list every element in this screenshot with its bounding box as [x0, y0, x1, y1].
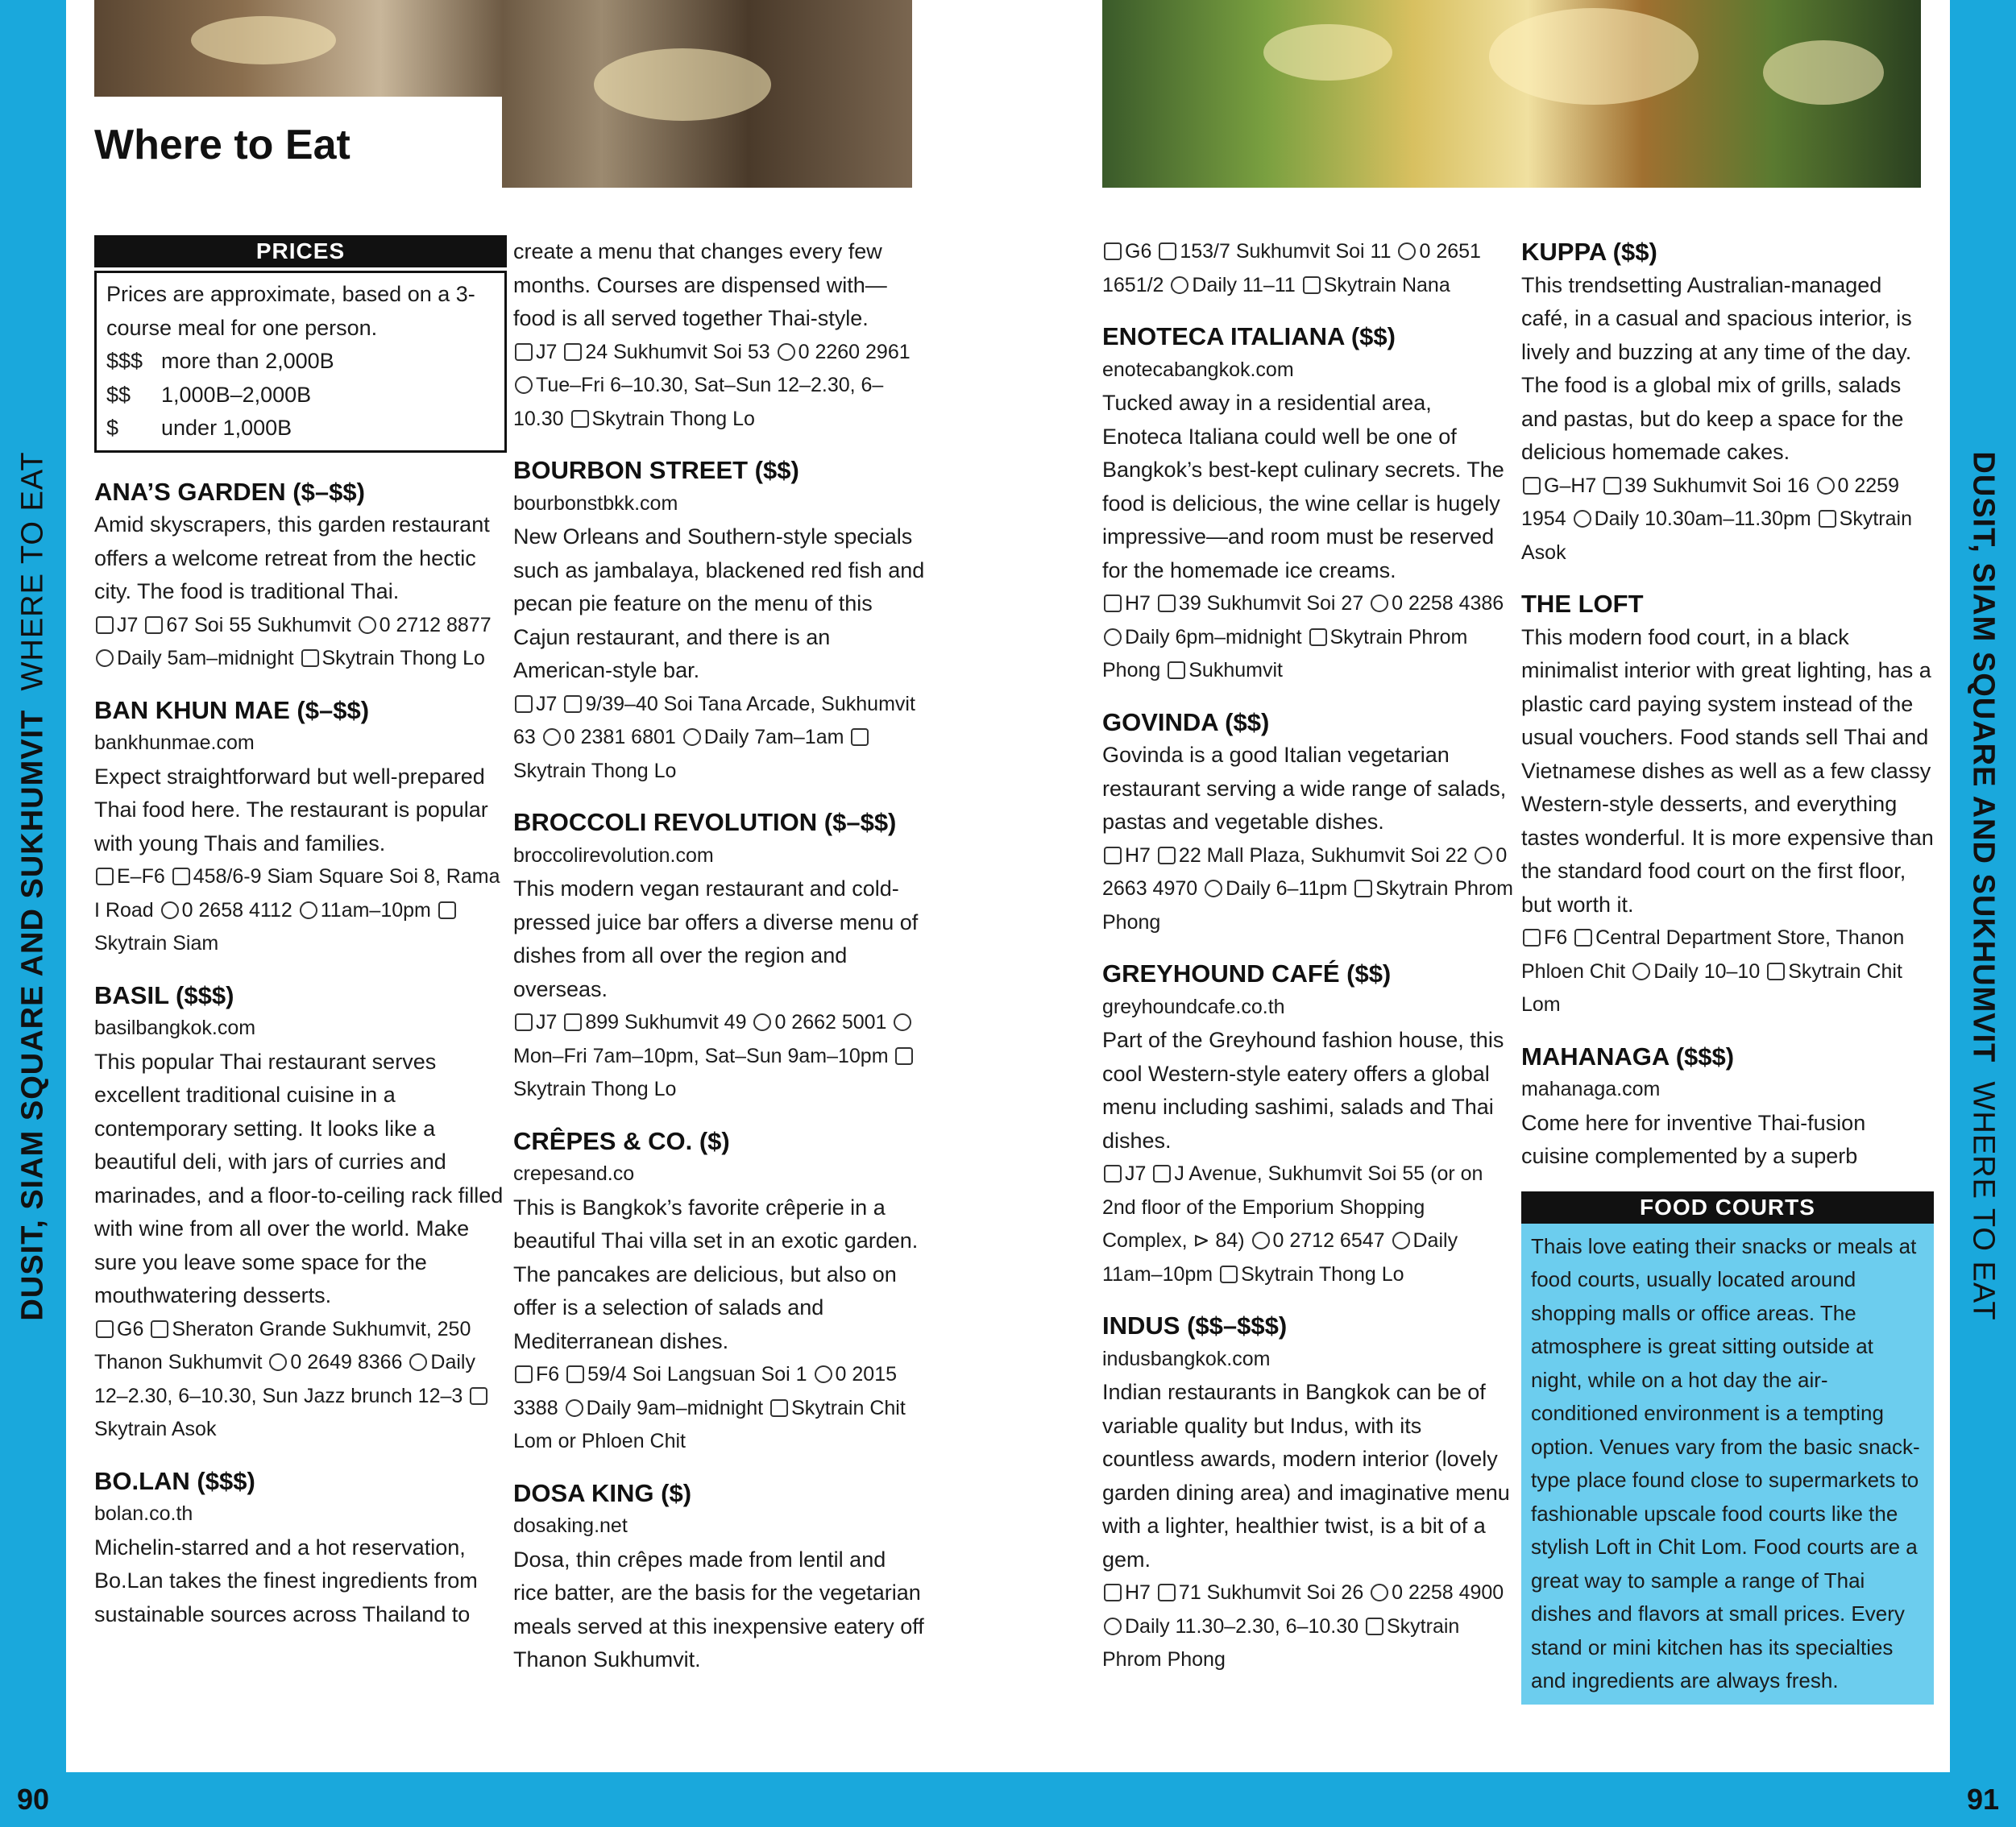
entry-phone: 0 2381 6801: [563, 726, 676, 748]
restaurant-entry: [94, 979, 507, 1447]
map-grid-icon: [1523, 929, 1541, 947]
entry-address: 39 Sukhumvit Soi 27: [1178, 592, 1364, 615]
page-number-left: 90: [0, 1772, 66, 1827]
clock-icon: [1171, 276, 1188, 294]
page-number-right: 91: [1950, 1772, 2016, 1827]
entry-info: [94, 1313, 507, 1447]
entry-phone: 0 2258 4900: [1392, 1581, 1504, 1604]
entry-hours: 11am–10pm: [320, 898, 431, 922]
entry-phone: 0 2260 2961: [798, 340, 911, 363]
continued-entry: [513, 235, 926, 436]
entry-address: 67 Soi 55 Sukhumvit: [166, 613, 351, 636]
phone-icon: [1475, 847, 1492, 864]
price-label: 1,000B–2,000B: [161, 382, 312, 407]
entry-description: Indian restaurants in Bangkok can be of variable quality but Indus, with its countless awards, modern interior (lovely garden dining area) and imaginative menu with a lighter, healthier twist, is a bit of a gem.: [1102, 1380, 1510, 1572]
address-icon: [564, 695, 582, 713]
phone-icon: [1817, 477, 1835, 495]
entry-grid: J7: [1125, 1162, 1147, 1185]
price-symbol: $$$: [106, 349, 143, 373]
entry-address: Sheraton Grande Sukhumvit, 250 Thanon Sukhumvit: [94, 1317, 471, 1373]
restaurant-url[interactable]: basilbangkok.com: [94, 1017, 256, 1039]
clock-icon: [683, 728, 701, 746]
column-4: [1521, 235, 1934, 1705]
bottom-bar: [66, 1772, 1950, 1827]
address-icon: [1574, 929, 1592, 947]
train-icon: [1366, 1618, 1383, 1635]
restaurant-url[interactable]: greyhoundcafe.co.th: [1102, 995, 1285, 1018]
restaurant-entry: [1521, 235, 1934, 570]
entry-hours: Daily 12–2.30, 6–10.30, Sun Jazz brunch 12–3: [94, 1351, 475, 1407]
address-icon: [1158, 594, 1176, 612]
address-icon: [172, 868, 190, 885]
restaurant-entry: [513, 806, 926, 1107]
continued-entry: [1102, 235, 1515, 302]
restaurant-name: KUPPA ($$): [1521, 238, 1657, 266]
restaurant-url[interactable]: indusbangkok.com: [1102, 1347, 1271, 1370]
entry-transit: Skytrain Thong Lo: [513, 1078, 677, 1100]
entry-description: Govinda is a good Italian vegetarian restaurant serving a wide range of salads, pastas and vegetable dishes.: [1102, 743, 1507, 834]
address-icon: [1603, 477, 1621, 495]
map-grid-icon: [1104, 847, 1122, 864]
entry-info: [1521, 470, 1934, 570]
address-icon: [145, 616, 163, 634]
address-icon: [1159, 242, 1176, 260]
restaurant-url[interactable]: bolan.co.th: [94, 1502, 193, 1525]
entry-address: 71 Sukhumvit Soi 26: [1178, 1581, 1364, 1604]
train-icon: [1303, 276, 1321, 294]
entry-hours: Tue–Fri 6–10.30, Sat–Sun 12–2.30, 6–10.30: [513, 374, 884, 430]
entry-description: Dosa, thin crêpes made from lentil and rice batter, are the basis for the vegetarian meals served at this inexpensive eatery off Thanon Sukhumvit.: [513, 1547, 924, 1672]
map-grid-icon: [515, 695, 533, 713]
running-head-topic: WHERE TO EAT: [1966, 1081, 2001, 1321]
clock-icon: [1104, 1618, 1122, 1635]
entry-address: 59/4 Soi Langsuan Soi 1: [587, 1363, 807, 1386]
restaurant-entry: [94, 694, 507, 961]
restaurant-entry: [1102, 1309, 1515, 1677]
entry-address: 458/6-9 Siam Square Soi 8, Rama I Road: [94, 865, 500, 922]
restaurant-entry: [1102, 957, 1515, 1291]
restaurant-url[interactable]: broccolirevolution.com: [513, 843, 714, 867]
entry-info: [513, 336, 926, 437]
page-title: Where to Eat: [94, 122, 351, 168]
entry-transit: Skytrain Phrom Phong: [1102, 1614, 1460, 1671]
restaurant-name: BO.LAN ($$$): [94, 1466, 255, 1495]
address-icon: [564, 343, 582, 361]
phone-icon: [161, 901, 179, 919]
restaurant-name: CRÊPES & CO. ($): [513, 1126, 730, 1155]
entry-transit: Skytrain Thong Lo: [321, 647, 485, 669]
train-icon: [1767, 963, 1785, 980]
entry-address: 153/7 Sukhumvit Soi 11: [1180, 240, 1392, 263]
entry-info: [1102, 839, 1515, 940]
phone-icon: [1371, 1584, 1388, 1601]
clock-icon: [515, 376, 533, 394]
entry-info: [513, 1006, 926, 1107]
phone-icon: [815, 1365, 832, 1383]
entry-transit: Skytrain Thong Lo: [513, 759, 677, 782]
entry-hours: Mon–Fri 7am–10pm, Sat–Sun 9am–10pm: [513, 1044, 889, 1067]
entry-transit: Skytrain Chit Lom or Phloen Chit: [513, 1396, 906, 1452]
clock-icon: [894, 1013, 911, 1031]
restaurant-url[interactable]: bankhunmae.com: [94, 731, 255, 754]
train-icon: [438, 901, 456, 919]
column-2: [513, 235, 926, 1695]
entry-transit2: Sukhumvit: [1188, 659, 1283, 682]
entry-phone: 0 2651 1651/2: [1102, 240, 1481, 296]
column-3: [1102, 235, 1515, 1695]
train-icon: [1819, 510, 1836, 528]
entry-description: Michelin-starred and a hot reservation, Bo.Lan takes the finest ingredients from sustainable sources across Thailand to: [94, 1535, 478, 1626]
train-icon: [301, 649, 319, 667]
phone-icon: [543, 728, 561, 746]
running-head-right: [1966, 451, 2001, 1320]
entry-transit: Skytrain Nana: [1323, 273, 1450, 296]
entry-transit: Skytrain Chit Lom: [1521, 959, 1902, 1016]
entry-description: Expect straightforward but well-prepared Thai food here. The restaurant is popular with young Thais and families.: [94, 764, 488, 856]
address-icon: [151, 1320, 168, 1338]
map-grid-icon: [96, 616, 114, 634]
entry-grid: G6: [1125, 240, 1152, 263]
entry-phone: 0 2649 8366: [290, 1351, 403, 1373]
restaurant-entry: [513, 454, 926, 788]
restaurant-entry: [1102, 320, 1515, 688]
entry-address: Central Department Store, Thanon Phloen Chit: [1521, 926, 1905, 983]
entry-info: [513, 688, 926, 789]
restaurant-name: BROCCOLI REVOLUTION ($–$$): [513, 808, 897, 836]
entry-info: [1102, 235, 1515, 302]
entry-info: [1102, 587, 1515, 688]
entry-grid: H7: [1125, 843, 1151, 867]
map-grid-icon: [1523, 477, 1541, 495]
map-grid-icon: [1104, 242, 1122, 260]
entry-grid: F6: [1544, 926, 1568, 949]
train-icon: [851, 728, 869, 746]
clock-icon: [96, 649, 114, 667]
restaurant-name: GOVINDA ($$): [1102, 707, 1270, 736]
prices-body: [94, 271, 507, 453]
train-icon: [470, 1387, 487, 1405]
entry-description: Come here for inventive Thai-fusion cuisine complemented by a superb: [1521, 1110, 1866, 1168]
entry-grid: H7: [1125, 592, 1151, 615]
map-grid-icon: [96, 1320, 114, 1338]
price-row: [106, 345, 495, 379]
entry-hours: Daily 9am–midnight: [586, 1396, 764, 1419]
entry-info: [1521, 922, 1934, 1022]
entry-hours: Daily 10–10: [1653, 959, 1761, 983]
entry-grid: F6: [536, 1363, 560, 1386]
train-icon: [1354, 880, 1372, 897]
price-label: more than 2,000B: [161, 349, 334, 373]
restaurant-name: INDUS ($$–$$$): [1102, 1311, 1288, 1340]
entry-info: [94, 609, 507, 676]
phone-icon: [753, 1013, 771, 1031]
entry-transit: Skytrain Siam: [94, 932, 219, 955]
map-grid-icon: [515, 343, 533, 361]
food-courts-heading: FOOD COURTS: [1521, 1191, 1934, 1224]
restaurant-name: DOSA KING ($): [513, 1478, 692, 1507]
entry-transit: Skytrain Phrom Phong: [1102, 877, 1513, 934]
address-icon: [566, 1365, 584, 1383]
running-head-topic: WHERE TO EAT: [15, 451, 50, 691]
phone-icon: [359, 616, 376, 634]
address-icon: [1153, 1165, 1171, 1183]
restaurant-url[interactable]: dosaking.net: [513, 1514, 628, 1537]
entry-hours: Daily 6–11pm: [1226, 877, 1348, 900]
entry-hours: Daily 11–11: [1192, 273, 1296, 296]
train-icon: [1309, 628, 1327, 646]
entry-transit: Skytrain Asok: [1521, 508, 1912, 564]
restaurant-url[interactable]: enotecabangkok.com: [1102, 358, 1294, 381]
price-label: under 1,000B: [161, 416, 292, 440]
entry-hours: Daily 11am–10pm: [1102, 1229, 1458, 1286]
restaurant-url[interactable]: crepesand.co: [513, 1162, 635, 1185]
entry-description: This modern food court, in a black minimalist interior with great lighting, has a plastic card paying system instead of the usual vouchers. Food stands sell Thai and Vietnamese dishes as well as a few classy Western-style desserts, and everything tastes wonderful. It is more expensive than the standard food court on the first floor, but worth it.: [1521, 624, 1934, 917]
entry-grid: J7: [536, 340, 558, 363]
restaurant-photo-right: [1102, 0, 1921, 188]
map-grid-icon: [515, 1013, 533, 1031]
entry-transit: Skytrain Thong Lo: [1241, 1262, 1404, 1286]
entry-description: Part of the Greyhound fashion house, this cool Western-style eatery offers a global menu including sashimi, salads and Thai dishes.: [1102, 1028, 1504, 1153]
prices-heading: PRICES: [94, 235, 507, 267]
clock-icon: [566, 1399, 583, 1417]
train-icon: [895, 1047, 913, 1065]
running-head-left: [16, 451, 51, 1320]
entry-address: 24 Sukhumvit Soi 53: [585, 340, 770, 363]
entry-phone: 0 2259 1954: [1521, 474, 1899, 530]
entry-description: This popular Thai restaurant serves excellent traditional cuisine in a contemporary setting. It looks like a beautiful deli, with jars of curries and marinades, and a floor-to-ceiling rack filled with wine from all over the world. Make sure you leave some space for the mouthwatering desserts.: [94, 1049, 504, 1307]
entry-hours: Daily 11.30–2.30, 6–10.30: [1125, 1614, 1359, 1638]
restaurant-entry: [1521, 587, 1934, 1022]
restaurant-name: BAN KHUN MAE ($–$$): [94, 695, 370, 724]
entry-address: J Avenue, Sukhumvit Soi 55 (or on 2nd floor of the Emporium Shopping Complex, ⊳ 84): [1102, 1162, 1483, 1252]
prices-intro: Prices are approximate, based on a 3-course meal for one person.: [106, 282, 475, 340]
entry-description: New Orleans and Southern-style specials such as jambalaya, blackened red fish and pecan pie feature on the menu of this Cajun restaurant, and there is an American-style bar.: [513, 524, 925, 682]
entry-phone: 0 2258 4386: [1392, 592, 1504, 615]
map-grid-icon: [1104, 1584, 1122, 1601]
clock-icon: [1205, 880, 1222, 897]
address-icon: [564, 1013, 582, 1031]
restaurant-name: BOURBON STREET ($$): [513, 456, 799, 484]
entry-description: Tucked away in a residential area, Enoteca Italiana could well be one of Bangkok’s best-kept culinary secrets. The food is delicious, the wine cellar is hugely impressive—and room must be reserved for the homemade ice creams.: [1102, 391, 1504, 582]
entry-phone: 0 2662 5001: [774, 1011, 887, 1034]
running-head-section: DUSIT, SIAM SQUARE AND SUKHUMVIT: [15, 709, 50, 1321]
restaurant-entry: [94, 475, 507, 676]
restaurant-name: GREYHOUND CAFÉ ($$): [1102, 959, 1392, 988]
restaurant-url[interactable]: mahanaga.com: [1521, 1078, 1661, 1100]
phone-icon: [269, 1353, 287, 1371]
entry-phone: 0 2015 3388: [513, 1363, 897, 1419]
entry-hours: Daily 6pm–midnight: [1125, 625, 1302, 648]
map-grid-icon: [1104, 1165, 1122, 1183]
prices-box: [94, 235, 507, 453]
entry-info: [1102, 1576, 1515, 1677]
entry-phone: 0 2712 8877: [379, 613, 492, 636]
entry-address: 22 Mall Plaza, Sukhumvit Soi 22: [1178, 843, 1468, 867]
entry-address: 39 Sukhumvit Soi 16: [1624, 474, 1810, 497]
address-icon: [1158, 1584, 1176, 1601]
map-grid-icon: [1104, 594, 1122, 612]
entry-address: 9/39–40 Soi Tana Arcade, Sukhumvit 63: [513, 692, 915, 748]
column-1: [94, 235, 507, 1649]
entry-transit: Skytrain Thong Lo: [591, 407, 755, 430]
entry-phone: 0 2663 4970: [1102, 843, 1508, 900]
entry-grid: J7: [536, 692, 558, 715]
price-row: [106, 379, 495, 412]
train-icon: [1168, 661, 1185, 679]
clock-icon: [1574, 510, 1591, 528]
entry-grid: G–H7: [1544, 474, 1597, 497]
entry-grid: H7: [1125, 1581, 1151, 1604]
restaurant-name: MAHANAGA ($$$): [1521, 1042, 1735, 1071]
train-icon: [1220, 1266, 1238, 1283]
entry-description: This is Bangkok’s favorite crêperie in a beautiful Thai villa set in an exotic garden. The pancakes are delicious, but also on offer is a selection of salads and Mediterranean dishes.: [513, 1195, 919, 1353]
map-grid-icon: [96, 868, 114, 885]
restaurant-name: ENOTECA ITALIANA ($$): [1102, 322, 1396, 350]
train-icon: [571, 410, 589, 428]
phone-icon: [1252, 1232, 1270, 1249]
entry-transit: Skytrain Phrom Phong: [1102, 625, 1468, 682]
clock-icon: [1392, 1232, 1410, 1249]
entry-info: [513, 1358, 926, 1459]
restaurant-url[interactable]: bourbonstbkk.com: [513, 491, 678, 515]
restaurant-entry: [94, 1464, 507, 1632]
entry-info: [1102, 1158, 1515, 1291]
restaurant-name: THE LOFT: [1521, 590, 1644, 618]
clock-icon: [409, 1353, 427, 1371]
train-icon: [770, 1399, 788, 1417]
map-grid-icon: [515, 1365, 533, 1383]
entry-phone: 0 2658 4112: [181, 898, 292, 922]
food-courts-box: [1521, 1191, 1934, 1705]
restaurant-name: BASIL ($$$): [94, 980, 234, 1009]
entry-hours: Daily 7am–1am: [703, 726, 844, 748]
entry-transit: Skytrain Asok: [94, 1418, 217, 1440]
clock-icon: [1104, 628, 1122, 646]
address-icon: [1158, 847, 1176, 864]
phone-icon: [1371, 594, 1388, 612]
running-head-section: DUSIT, SIAM SQUARE AND SUKHUMVIT: [1966, 451, 2001, 1063]
entry-phone: 0 2712 6547: [1272, 1229, 1385, 1252]
price-symbol: $$: [106, 382, 131, 407]
entry-grid: J7: [536, 1011, 558, 1034]
price-symbol: $: [106, 416, 119, 440]
restaurant-entry: [513, 1125, 926, 1459]
entry-hours: Daily 5am–midnight: [117, 647, 294, 669]
entry-hours: Daily 10.30am–11.30pm: [1594, 508, 1811, 530]
entry-description: This trendsetting Australian-managed café, in a casual and spacious interior, is lively and buzzing at any time of the day. The food is a global mix of grills, salads and pastas, but do keep a space for the delicious homemade cakes.: [1521, 272, 1912, 464]
entry-grid: E–F6: [117, 865, 165, 888]
clock-icon: [1632, 963, 1650, 980]
phone-icon: [1398, 242, 1416, 260]
entry-description: create a menu that changes every few months. Courses are dispensed with—food is all served together Thai-style.: [513, 239, 887, 330]
phone-icon: [778, 343, 795, 361]
entry-description: Amid skyscrapers, this garden restaurant offers a welcome retreat from the hectic city. The food is traditional Thai.: [94, 512, 490, 603]
entry-info: [94, 860, 507, 961]
restaurant-entry: [1102, 706, 1515, 940]
restaurant-entry: [1521, 1040, 1934, 1174]
entry-address: 899 Sukhumvit 49: [585, 1011, 747, 1034]
food-courts-text: Thais love eating their snacks or meals at food courts, usually located around shopping malls or office areas. The atmosphere is great sitting outside at night, while on a hot day the air-conditioned environment is a tempting option. Venues vary from the basic snack-type place found close to supermarkets to fashionable upscale food courts like the stylish Loft in Chit Lom. Food courts are a great way to sample a range of Thai dishes and flavors at small prices. Every stand or mini kitchen has its specialties and ingredients are always fresh.: [1521, 1224, 1934, 1705]
entry-description: This modern vegan restaurant and cold-pressed juice bar offers a diverse menu of dishes from all over the region and overseas.: [513, 876, 919, 1001]
restaurant-name: ANA’S GARDEN ($–$$): [94, 477, 365, 506]
entry-grid: J7: [117, 613, 139, 636]
restaurant-entry: [513, 1477, 926, 1677]
entry-grid: G6: [117, 1317, 144, 1340]
price-row: [106, 412, 495, 445]
clock-icon: [300, 901, 317, 919]
